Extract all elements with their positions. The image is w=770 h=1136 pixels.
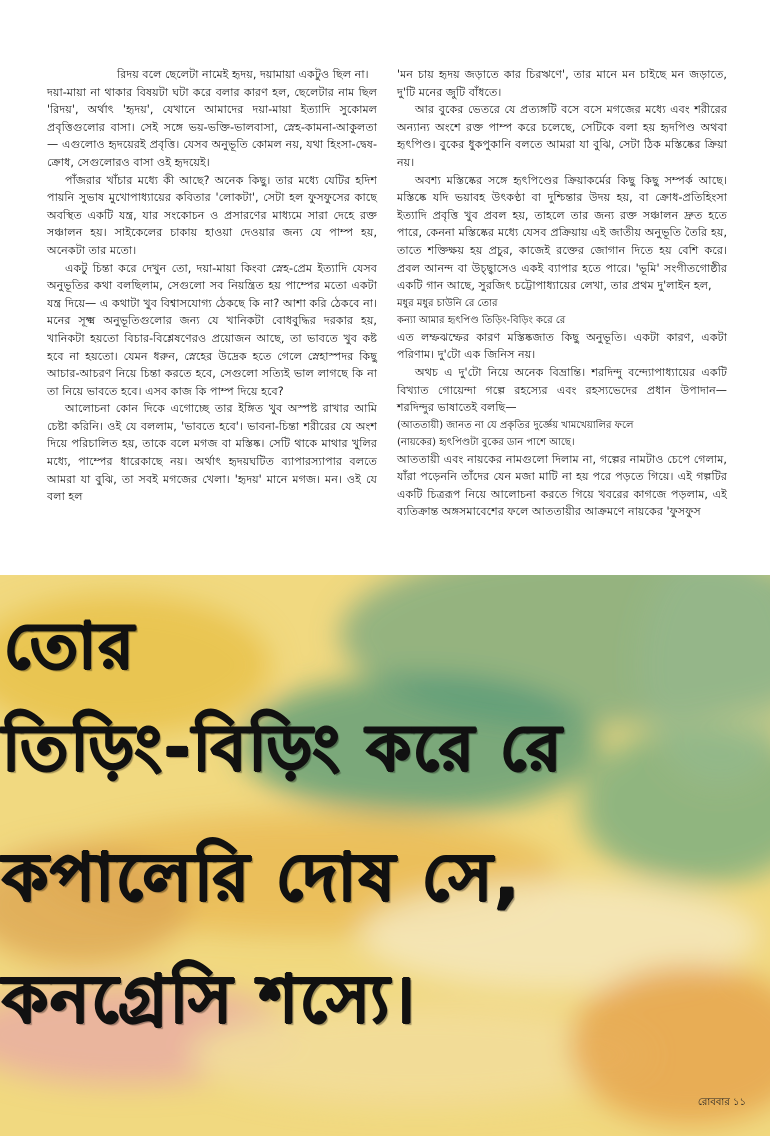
- article-left-column: [47, 66, 377, 506]
- song-verse-line: কন্যা আমার হৃৎপিণ্ড তিড়িং-বিড়িং করে রে: [397, 314, 566, 326]
- lyric-line: কপালেরি দোষ সে,: [2, 839, 522, 916]
- quoted-line: (আততায়ী) জানত না যে প্রকৃতির দুর্জ্ঞেয় খামখেয়ালির ফলে: [397, 419, 634, 431]
- article-paragraph: পাঁজরার খাঁচার মধ্যে কী আছে? অনেক কিছু। তার মধ্যে যেটির হদিশ পায়নি সুভাষ মুখোপাধ্যায়ের কবিতার 'লোকটা', সেটা হল ফুসফুসের কাছে অবস্থিত একটি যন্ত্র, যার সংকোচন ও প্রসারণের মাধ্যমে সারা দেহে রক্ত সঞ্চালন হয়। সাইকেলের চাকায় হাওয়া দেওয়ার জন্য যে পাম্প হয়, অনেকটা তার মতো।: [47, 173, 377, 257]
- page-folio: রোববার ১১: [697, 1097, 746, 1108]
- article-paragraph: রিদয় বলে ছেলেটা নামেই হৃদয়, দয়ামায়া একটুও ছিল না।: [117, 68, 369, 81]
- lyric-line: তিড়িং-বিড়িং করে রে: [2, 712, 564, 786]
- article-paragraph: অথচ এ দু'টো নিয়ে অনেক বিভ্রান্তি। শরদিন্দু বন্দ্যোপাধ্যায়ের একটি বিখ্যাত গোয়েন্দা গল্পে রহস্যের এবং রহস্যভেদের প্রধান উপাদান— শরদিন্দুর ভাষাতেই বলছি—: [397, 365, 727, 415]
- article-paragraph: আলোচনা কোন দিকে এগোচ্ছে তার ইঙ্গিত খুব অস্পষ্ট রাখার আমি চেষ্টা করিনি। ওই যে বললাম, 'ভাবতে হবে'। ভাবনা-চিন্তা শরীরের যে অংশ দিয়ে পরিচালিত হয়, তাকে বলে মগজ বা মস্তিষ্ক। সেটি থাকে মাথার খুলির মধ্যে, পাম্পের ধারেকাছে নয়। অর্থাৎ হৃদয়ঘটিত ব্যাপারস্যাপার বলতে আমরা যা বুঝি, তা সবই মগজের খেলা। 'হৃদয়' মানে মগজ। মন। ওই যে বলা হল: [47, 402, 377, 504]
- article-paragraph: অবশ্য মস্তিষ্কের সঙ্গে হৃৎপিণ্ডের ক্রিয়াকর্মের কিছু কিছু সম্পর্ক আছে। মস্তিষ্কে যদি ভয়াবহ উৎকণ্ঠা বা দুশ্চিন্তার উদয় হয়, বা ক্রোধ-প্রতিহিংসা ইত্যাদি প্রবৃত্তি খুব প্রবল হয়, তাহলে তার জন্য রক্ত সঞ্চালন দ্রুত হতে পারে, কেননা মস্তিষ্কের মধ্যে যেসব প্রক্রিয়ায় এই জাতীয় অনুভূতি তৈরি হয়, তাতে শক্তিক্ষয় হয় প্রচুর, কাজেই রক্তের জোগান দিতে হয় বেশি করে। প্রবল আনন্দ বা উচ্ছ্বাসেও একই ব্যাপার হতে পারে। 'ভূমি' সংগীতগোষ্ঠীর একটি গান আছে, সুরজিৎ চট্টোপাধ্যায়ের লেখা, তার প্রথম দু'লাইন হল,: [397, 173, 727, 293]
- lyrics-artwork: [0, 575, 770, 1136]
- article-paragraph: আর বুকের ভেতরে যে প্রত্যঙ্গটি বসে বসে মগজের মধ্যে এবং শরীরের অন্যান্য অংশে রক্ত পাম্প করে চলেছে, সেটিকে বলা হয় হৃদপিণ্ড অথবা হৃৎপিণ্ড। বুকের ধুকপুকানি বলতে আমরা যা বুঝি, সেটা ঠিক মস্তিষ্কের ক্রিয়া নয়।: [397, 103, 727, 169]
- article-paragraph: দয়া-মায়া না থাকার বিষয়টা ঘটা করে বলার কারণ হল, ছেলেটার নাম ছিল 'রিদয়', অর্থাৎ 'হৃদয়', যেখানে আমাদের দয়া-মায়া ইত্যাদি সুকোমল প্রবৃত্তিগুলোর বাসা। সেই সঙ্গে ভয়-ভক্তি-ভালবাসা, স্নেহ-কামনা-আকুলতা— এগুলোও হৃদয়েরই প্রবৃত্তি। যেসব অনুভূতি কোমল নয়, যথা হিংসা-দ্বেষ-ক্রোধ, সেগুলোরও বাসা ওই হৃদয়েই।: [47, 85, 377, 169]
- article-paragraph: আততায়ী এবং নায়কের নামগুলো দিলাম না, গল্পের নামটাও চেপে গেলাম, যাঁরা পড়েননি তাঁদের যেন মজা মাটি না হয় পরে পড়তে গিয়ে। এই গল্পটির একটি চিত্ররূপ নিয়ে আলোচনা করতে গিয়ে খবরের কাগজে পড়লাম, এই ব্যতিক্রান্ত অঙ্গসমাবেশের ফলে আততায়ীর আক্রমণে নায়কের 'ফুসফুস: [397, 452, 727, 519]
- lyric-line: তোর: [4, 610, 136, 684]
- article-paragraph: 'মন চায় হৃদয় জড়াতে কার চিরঋণে', তার মানে মন চাইছে মন জড়াতে, দু'টি মনের জুটি বাঁধতে।: [397, 68, 727, 99]
- article-paragraph: একটু চিন্তা করে দেখুন তো, দয়া-মায়া কিংবা স্নেহ-প্রেম ইত্যাদি যেসব অনুভূতির কথা বলছিলাম, সেগুলো সব নিয়ন্ত্রিত হয় পাম্পের মতো একটা যন্ত্র দিয়ে— এ কথাটা খুব বিশ্বাসযোগ্য ঠেকছে কি না? আশা করি ঠেকবে না। মনের সূক্ষ্ম অনুভূতিগুলোর জন্য যে খানিকটা বোধবুদ্ধির দরকার হয়, খানিকটা হয়তো বিচার-বিশ্লেষণেরও প্রয়োজন আছে, তা ভাবতে খুব কষ্ট হবে না হয়তো। যেমন ধরুন, স্নেহের উদ্রেক হতে গেলে স্নেহাস্পদর কিছু আচার-আচরণ নিয়ে চিন্তা করতে হবে, সেগুলো সত্যিই ভাল লাগছে কি না তা নিয়ে ভাবতে হবে। এসব কাজ কি পাম্প দিয়ে হবে?: [47, 261, 377, 398]
- article-paragraph: এত লম্ফঝম্ফের কারণ মস্তিষ্কজাত কিছু অনুভূতি। একটা কারণ, একটা পরিণাম। দু'টো এক জিনিস নয়।: [397, 330, 727, 362]
- song-verse-line: মধুর মধুর চাউনি রে তোর: [397, 297, 498, 309]
- article-right-column: [397, 66, 727, 521]
- quoted-line: (নায়কের) হৃৎপিণ্ডটা বুকের ডান পাশে আছে।: [397, 436, 575, 448]
- lyric-line: কনগ্রেসি শস্যে।: [2, 961, 417, 1038]
